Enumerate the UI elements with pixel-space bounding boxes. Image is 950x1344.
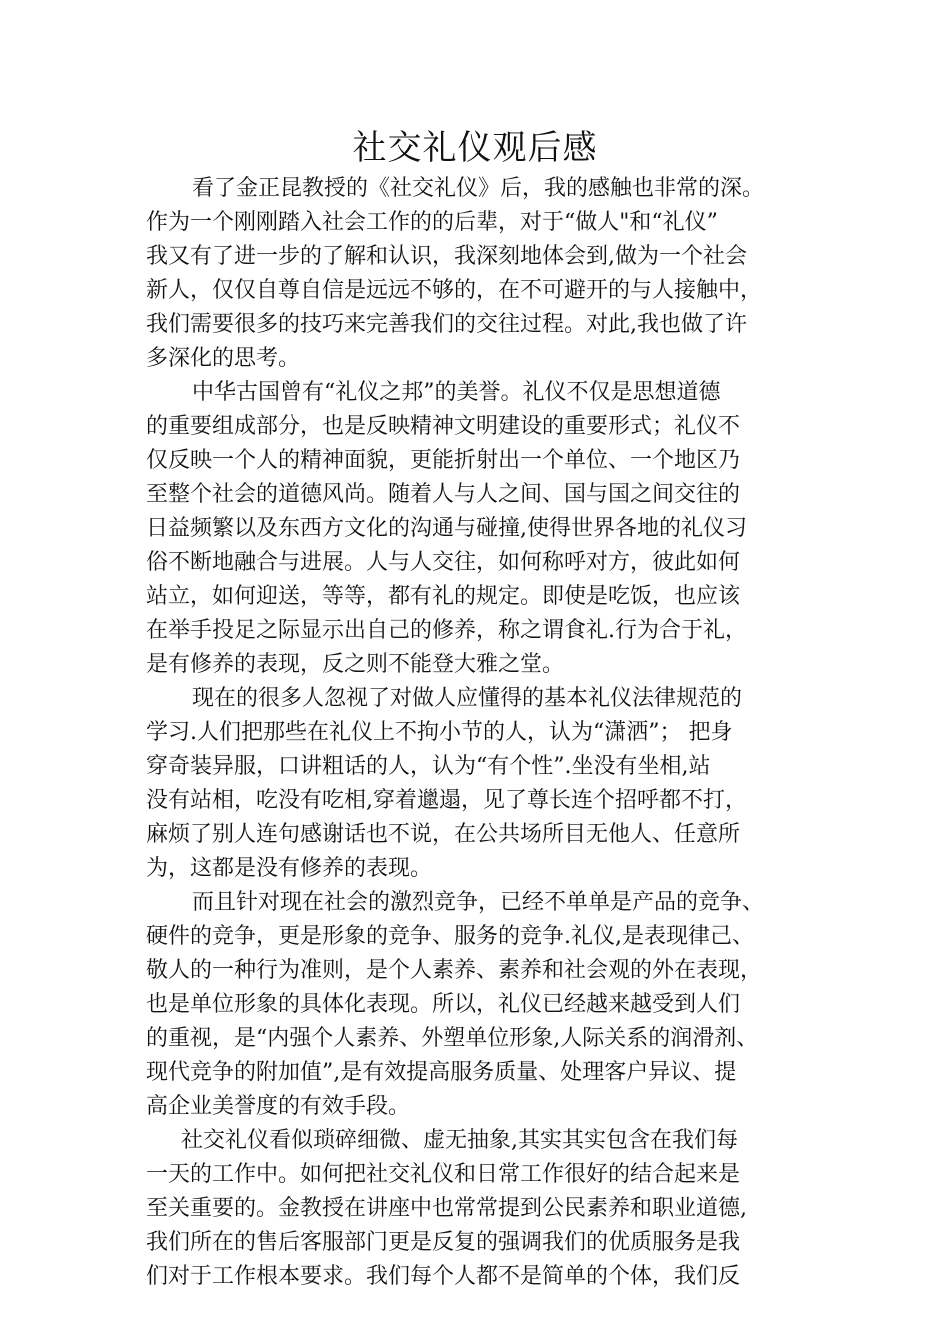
text-line: 中华古国曾有“礼仪之邦”的美誉。礼仪不仅是思想道德: [192, 380, 721, 405]
text-line: 新人，仅仅自尊自信是远远不够的，在不可避开的与人接触中，: [146, 278, 763, 303]
text-line: 的重视，是“内强个人素养、外塑单位形象,人际关系的润滑剂、: [146, 1026, 759, 1051]
text-line: 我又有了进一步的了解和认识，我深刻地体会到,做为一个社会: [146, 244, 747, 269]
text-line: 为，这都是没有修养的表现。: [146, 856, 433, 881]
text-line: 敬人的一种行为准则，是个人素养、素养和社会观的外在表现，: [146, 958, 763, 983]
text-line: 的重要组成部分，也是反映精神文明建设的重要形式；礼仪不: [146, 414, 741, 439]
text-line: 没有站相，吃没有吃相,穿着邋遢，见了尊长连个招呼都不打，: [146, 788, 747, 813]
text-line: 们对于工作根本要求。我们每个人都不是简单的个体，我们反: [146, 1264, 741, 1289]
text-line: 是有修养的表现，反之则不能登大雅之堂。: [146, 652, 565, 677]
text-line: 而且针对现在社会的激烈竞争，已经不单单是产品的竞争、: [192, 890, 765, 915]
text-line: 至整个社会的道德风尚。随着人与人之间、国与国之间交往的: [146, 482, 741, 507]
text-line: 俗不断地融合与进展。人与人交往，如何称呼对方，彼此如何: [146, 550, 741, 575]
text-line: 作为一个刚刚踏入社会工作的的后辈，对于“做人"和“礼仪”: [146, 210, 718, 235]
text-line: 仅反映一个人的精神面貌，更能折射出一个单位、一个地区乃: [146, 448, 741, 473]
document-title: 社交礼仪观后感: [352, 128, 598, 168]
text-line: 我们所在的售后客服部门更是反复的强调我们的优质服务是我: [146, 1230, 741, 1255]
text-line: 一天的工作中。如何把社交礼仪和日常工作很好的结合起来是: [146, 1162, 741, 1187]
text-line: 社交礼仪看似琐碎细微、虚无抽象,其实其实包含在我们每: [181, 1128, 738, 1153]
text-line: 至关重要的。金教授在讲座中也常常提到公民素养和职业道德,: [146, 1196, 747, 1221]
text-line: 看了金正昆教授的《社交礼仪》后，我的感触也非常的深。: [192, 176, 765, 201]
text-line: 硬件的竞争，更是形象的竞争、服务的竞争.礼仪,是表现律己、: [146, 924, 754, 949]
text-line: 站立，如何迎送，等等，都有礼的规定。即使是吃饭，也应该: [146, 584, 741, 609]
text-line: 在举手投足之际显示出自己的修养，称之谓食礼.行为合于礼，: [146, 618, 747, 643]
text-line: 日益频繁以及东西方文化的沟通与碰撞,使得世界各地的礼仪习: [146, 516, 747, 541]
text-line: 我们需要很多的技巧来完善我们的交往过程。对此,我也做了许: [146, 312, 747, 337]
text-line: 现在的很多人忽视了对做人应懂得的基本礼仪法律规范的: [192, 686, 743, 711]
text-line: 也是单位形象的具体化表现。所以，礼仪已经越来越受到人们: [146, 992, 741, 1017]
text-line: 高企业美誉度的有效手段。: [146, 1094, 411, 1119]
text-line: 学习.人们把那些在礼仪上不拘小节的人，认为“潇洒”； 把身: [146, 720, 733, 745]
text-line: 多深化的思考。: [146, 346, 301, 371]
text-line: 现代竞争的附加值”,是有效提高服务质量、处理客户异议、提: [146, 1060, 737, 1085]
text-line: 麻烦了别人连句感谢话也不说，在公共场所目无他人、任意所: [146, 822, 741, 847]
text-line: 穿奇装异服，口讲粗话的人，认为“有个性”.坐没有坐相,站: [146, 754, 711, 779]
